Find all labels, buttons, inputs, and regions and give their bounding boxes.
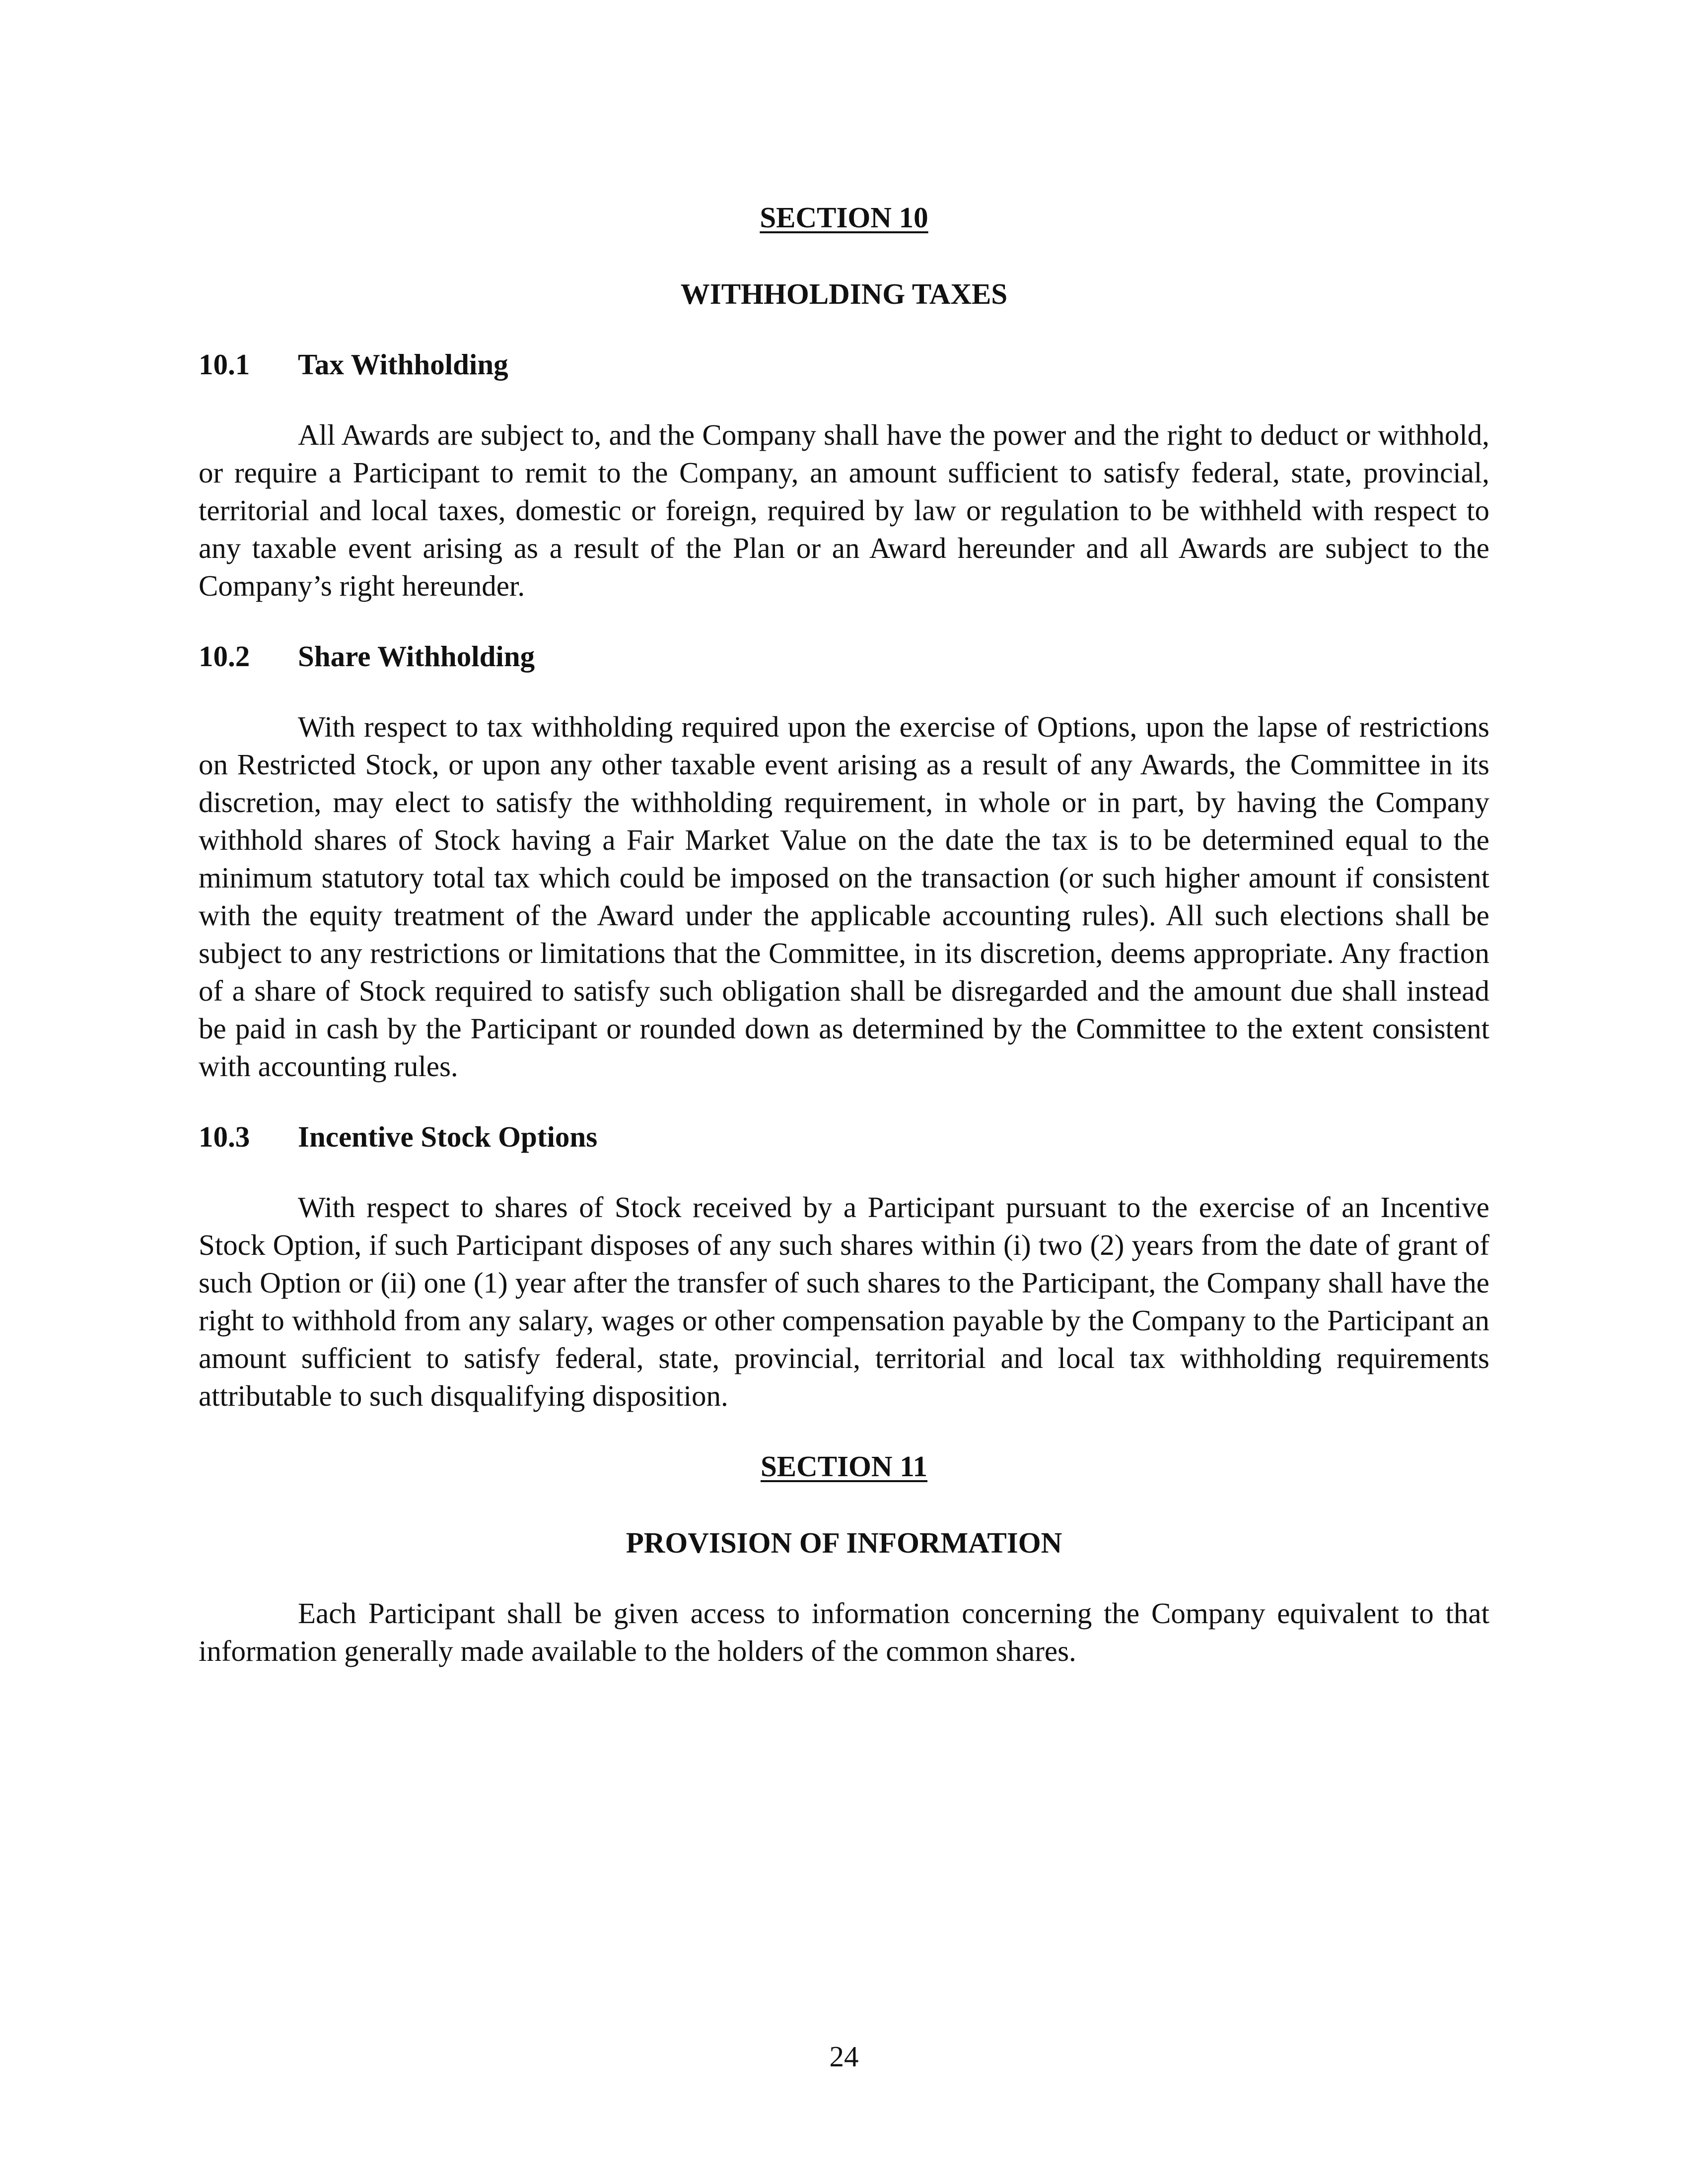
subsection-10-2-paragraph: With respect to tax withholding required upon the exercise of Options, upon the lapse of restrictions on Restricted Stock, or upon any other taxable event arising as a result of any Awards, the Committee in its discretion, may elect to satisfy the withholding requirement, in whole or in part, by having the Company withhold shares of Stock having a Fair Market Value on the date the tax is to be determined equal to the minimum statutory total tax which could be imposed on the transaction (or such higher amount if consistent with the equity treatment of the Award under the applicable accounting rules). All such elections shall be subject to any restrictions or limitations that the Committee, in its discretion, deems appropriate. Any fraction of a share of Stock required to satisfy such obligation shall be disregarded and the amount due shall instead be paid in cash by the Participant or rounded down as determined by the Committee to the extent consistent with accounting rules. (199, 710, 1489, 1083)
subsection-number: 10.2 (199, 640, 250, 673)
section-11-title: PROVISION OF INFORMATION (626, 1526, 1062, 1559)
subsection-10-1-paragraph: All Awards are subject to, and the Company shall have the power and the right to deduct or withhold, or require a Participant to remit to the Company, an amount sufficient to satisfy federal, state, provincial, territorial and local taxes, domestic or foreign, required by law or regulation to be withheld with respect to any taxable event arising as a result of the Plan or an Award hereunder and all Awards are subject to the Company’s right hereunder. (199, 418, 1489, 602)
subsection-10-3-paragraph: With respect to shares of Stock received by a Participant pursuant to the exercise of an Incentive Stock Option, if such Participant disposes of any such shares within (i) two (2) years from the date of grant of such Option or (ii) one (1) year after the transfer of such shares to the Participant, the Company shall have the right to withhold from any salary, wages or other compensation payable by the Company to the Participant an amount sufficient to satisfy federal, state, provincial, territorial and local tax withholding requirements attributable to such disqualifying disposition. (199, 1191, 1489, 1412)
subsection-number: 10.3 (199, 1120, 250, 1153)
subsection-number: 10.1 (199, 348, 250, 381)
section-11-number: SECTION 11 (760, 1450, 928, 1483)
subsection-10-3-heading (199, 1118, 1489, 1156)
section-10-title: WITHHOLDING TAXES (680, 277, 1008, 310)
document-page (199, 199, 1489, 1670)
section-11-paragraph: Each Participant shall be given access to information concerning the Company equivalent to that information generally made available to the holders of the common shares. (199, 1597, 1489, 1667)
subsection-10-1-heading (199, 345, 1489, 383)
subsection-title: Share Withholding (298, 640, 535, 673)
section-10-number: SECTION 10 (760, 201, 928, 234)
subsection-10-2-heading (199, 637, 1489, 675)
subsection-title: Tax Withholding (298, 348, 508, 381)
subsection-title: Incentive Stock Options (298, 1120, 598, 1153)
page-number: 24 (829, 2040, 859, 2073)
